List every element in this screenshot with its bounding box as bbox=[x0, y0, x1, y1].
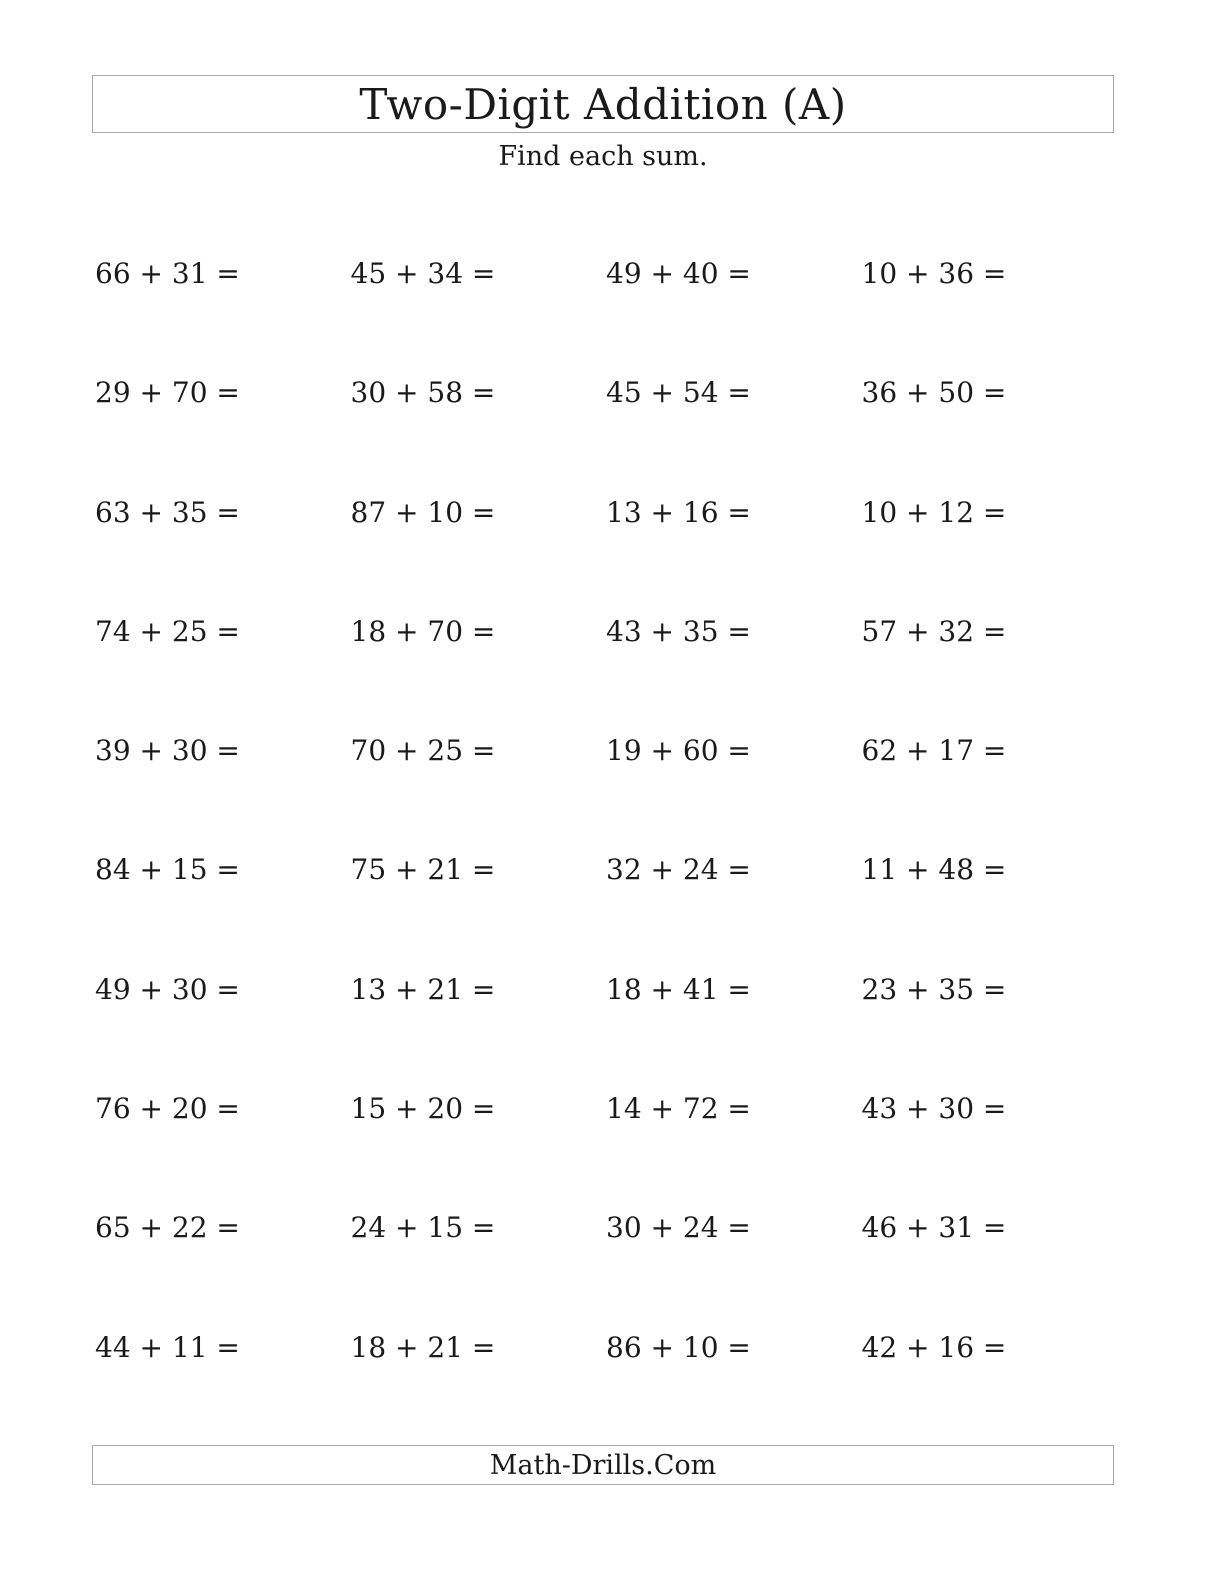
problem: 45 + 54 = bbox=[606, 376, 751, 410]
problem: 10 + 12 = bbox=[861, 495, 1007, 529]
problem: 43 + 30 = bbox=[861, 1092, 1007, 1126]
problem: 44 + 11 = bbox=[95, 1330, 240, 1364]
problem: 62 + 17 = bbox=[861, 734, 1007, 768]
problem: 76 + 20 = bbox=[95, 1092, 240, 1126]
problem: 14 + 72 = bbox=[606, 1092, 751, 1126]
problem: 70 + 25 = bbox=[350, 734, 496, 768]
problem: 18 + 70 = bbox=[350, 614, 496, 648]
problem: 86 + 10 = bbox=[606, 1330, 751, 1364]
problem: 10 + 36 = bbox=[861, 257, 1007, 290]
page-title: Two-Digit Addition (A) bbox=[359, 80, 847, 129]
problem: 18 + 41 = bbox=[606, 972, 751, 1006]
problem: 15 + 20 = bbox=[350, 1092, 496, 1126]
problem: 87 + 10 = bbox=[350, 495, 496, 529]
problem: 30 + 58 = bbox=[350, 376, 496, 410]
problem: 39 + 30 = bbox=[95, 734, 240, 768]
problem: 45 + 34 = bbox=[350, 257, 496, 290]
footer-site-name: Math-Drills.Com bbox=[489, 1450, 717, 1481]
problem: 74 + 25 = bbox=[95, 614, 240, 648]
problem: 46 + 31 = bbox=[861, 1211, 1007, 1245]
problem-grid bbox=[95, 250, 1115, 1443]
problem: 29 + 70 = bbox=[95, 376, 240, 410]
problem: 36 + 50 = bbox=[861, 376, 1007, 410]
problem: 19 + 60 = bbox=[606, 734, 751, 768]
problem: 24 + 15 = bbox=[350, 1211, 496, 1245]
problem: 65 + 22 = bbox=[95, 1211, 240, 1245]
problem: 13 + 16 = bbox=[606, 495, 751, 529]
footer-box bbox=[92, 1445, 1114, 1485]
problem: 13 + 21 = bbox=[350, 972, 496, 1006]
problem: 18 + 21 = bbox=[350, 1330, 496, 1364]
instructions: Find each sum. bbox=[498, 141, 708, 172]
title-box bbox=[92, 75, 1114, 133]
problem: 66 + 31 = bbox=[95, 257, 240, 290]
problem: 49 + 30 = bbox=[95, 972, 240, 1006]
problem: 84 + 15 = bbox=[95, 853, 240, 887]
problem: 63 + 35 = bbox=[95, 495, 240, 529]
problem: 11 + 48 = bbox=[861, 853, 1007, 887]
problem: 43 + 35 = bbox=[606, 614, 751, 648]
problem: 42 + 16 = bbox=[861, 1330, 1007, 1364]
problem: 57 + 32 = bbox=[861, 614, 1007, 648]
problem: 30 + 24 = bbox=[606, 1211, 751, 1245]
problem: 49 + 40 = bbox=[606, 257, 751, 290]
problem: 32 + 24 = bbox=[606, 853, 751, 887]
problem: 75 + 21 = bbox=[350, 853, 496, 887]
problem: 23 + 35 = bbox=[861, 972, 1007, 1006]
